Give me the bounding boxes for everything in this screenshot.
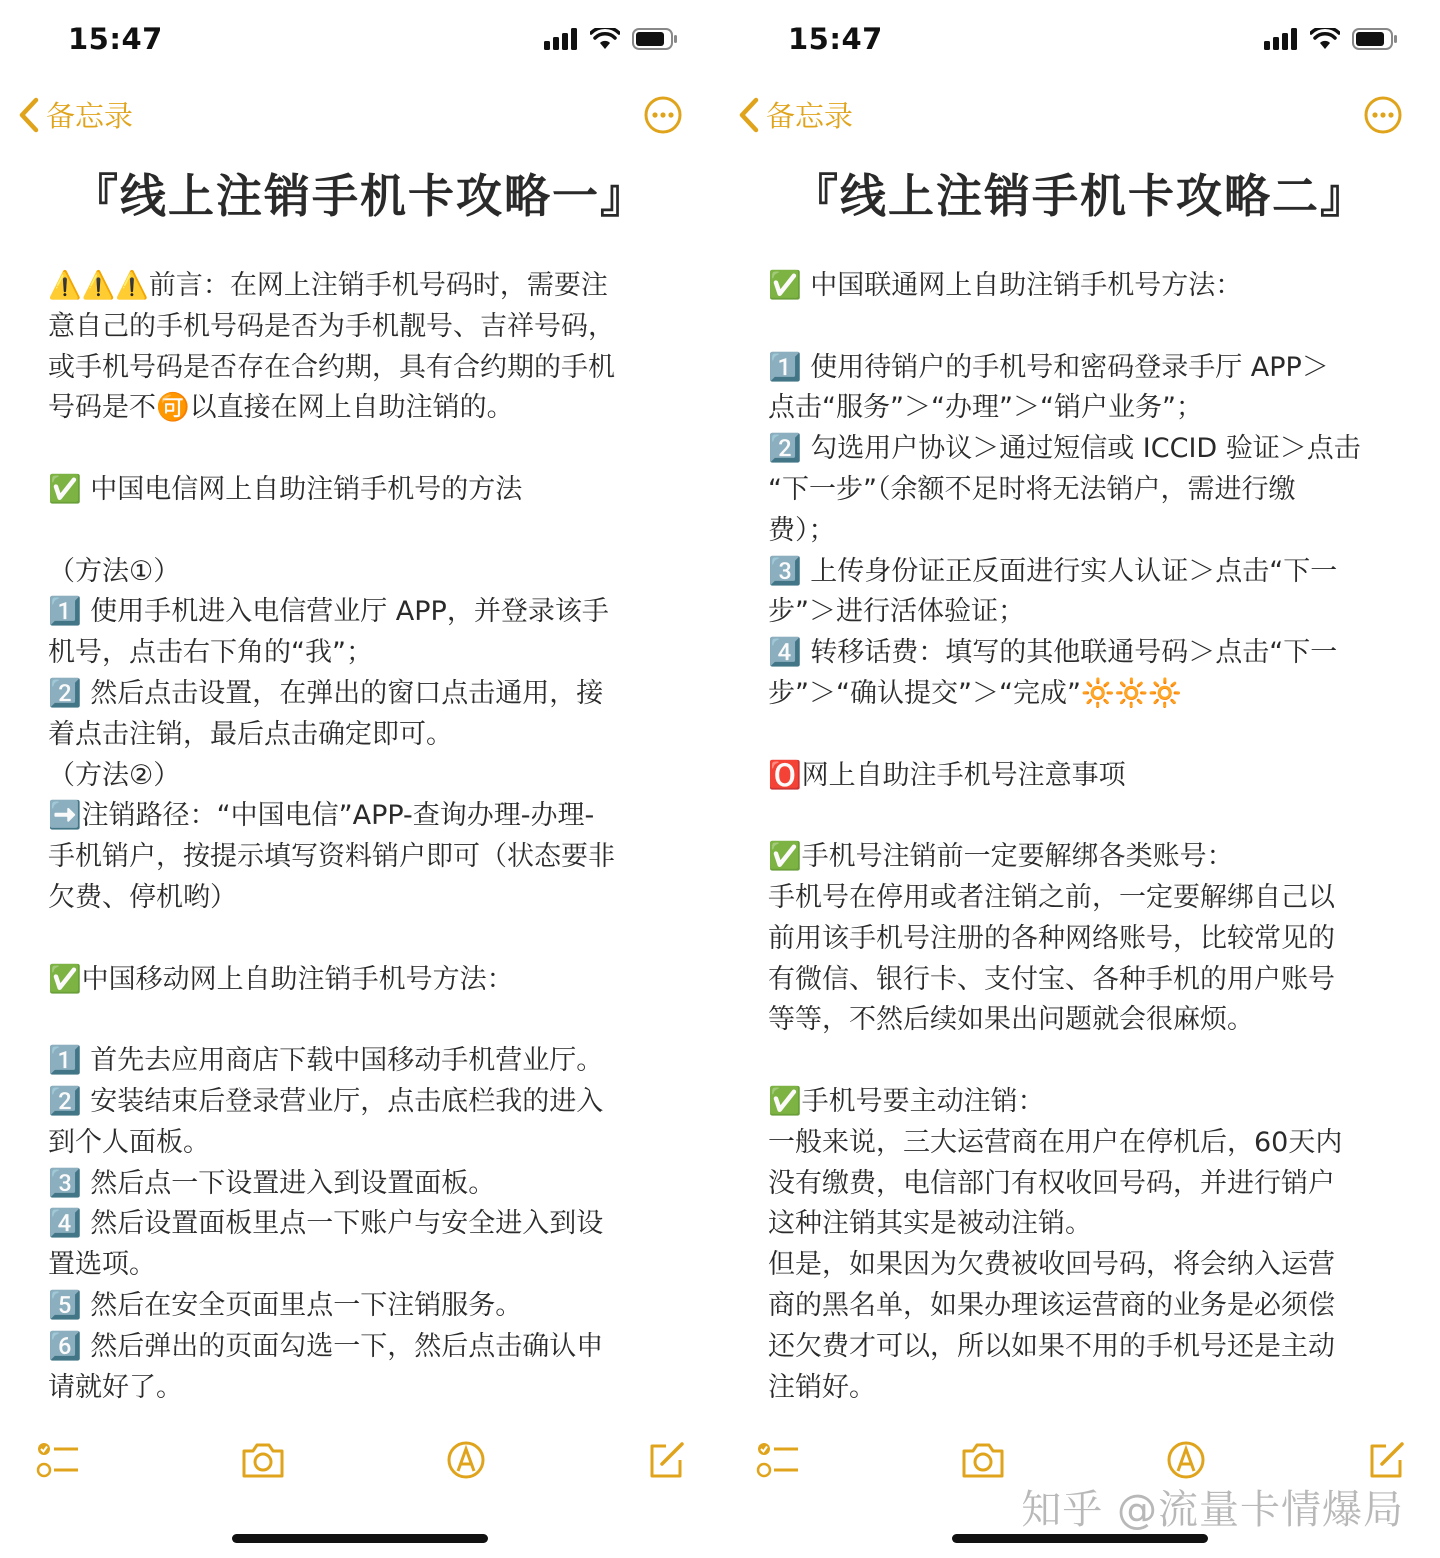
camera-icon bbox=[960, 1440, 1006, 1480]
note-line bbox=[48, 1000, 688, 1041]
checklist-icon bbox=[756, 1440, 800, 1480]
note-body[interactable] bbox=[48, 266, 688, 1408]
checklist-icon bbox=[36, 1440, 80, 1480]
note-line: 🅾️网上自助注手机号注意事项 bbox=[768, 759, 1126, 791]
note-line: 前用该手机号注册的各种网络账号，比较常见的 bbox=[768, 922, 1335, 954]
more-button[interactable] bbox=[1364, 96, 1402, 138]
markup-button[interactable] bbox=[446, 1440, 486, 1484]
more-button[interactable] bbox=[644, 96, 682, 138]
status-time: 15:47 bbox=[68, 22, 163, 56]
note-line: 请就好了。 bbox=[48, 1371, 183, 1403]
status-time: 15:47 bbox=[788, 22, 883, 56]
note-line: （方法②） bbox=[48, 759, 181, 791]
note-line: 或手机号码是否存在合约期，具有合约期的手机 bbox=[48, 351, 615, 383]
note-line: ⚠️⚠️⚠️前言：在网上注销手机号码时，需要注 bbox=[48, 270, 608, 301]
checklist-button[interactable] bbox=[36, 1440, 80, 1484]
note-line bbox=[768, 796, 1408, 837]
back-button[interactable] bbox=[738, 94, 853, 135]
note-title: 『线上注销手机卡攻略一』 bbox=[72, 169, 648, 223]
note-line: 没有缴费，电信部门有权收回号码，并进行销户 bbox=[768, 1167, 1335, 1199]
note-line: 步”＞“确认提交”＞“完成”🔆🔆🔆 bbox=[768, 677, 1182, 709]
note-line: 手机销户，按提示填写资料销户即可（状态要非 bbox=[48, 841, 615, 873]
note-line: 点击“服务”＞“办理”＞“销户业务”； bbox=[768, 392, 1203, 424]
note-line: 商的黑名单，如果办理该运营商的业务是必须偿 bbox=[768, 1289, 1335, 1321]
compose-icon bbox=[1366, 1440, 1406, 1480]
wifi-icon bbox=[590, 28, 620, 50]
note-line bbox=[768, 715, 1408, 756]
note-line: 但是，如果因为欠费被收回号码，将会纳入运营 bbox=[768, 1249, 1335, 1281]
note-line: 这种注销其实是被动注销。 bbox=[768, 1208, 1092, 1240]
note-line: 手机号在停用或者注销之前，一定要解绑自己以 bbox=[768, 881, 1335, 913]
wifi-icon bbox=[1310, 28, 1340, 50]
note-body[interactable] bbox=[768, 266, 1408, 1408]
note-line: 意自己的手机号码是否为手机靓号、吉祥号码， bbox=[48, 310, 615, 342]
battery-icon bbox=[632, 28, 678, 50]
note-line bbox=[768, 307, 1408, 348]
note-line bbox=[768, 1041, 1408, 1082]
signal-icon bbox=[1264, 28, 1298, 50]
note-line: 欠费、停机哟） bbox=[48, 881, 237, 913]
note-line: ➡️注销路径：“中国电信”APP-查询办理-办理- bbox=[48, 800, 595, 832]
status-icons bbox=[1264, 28, 1398, 50]
note-line: 有微信、银行卡、支付宝、各种手机的用户账号 bbox=[768, 963, 1335, 995]
toolbar bbox=[0, 1440, 720, 1490]
home-indicator[interactable] bbox=[952, 1534, 1208, 1543]
note-line: 注销好。 bbox=[768, 1371, 876, 1403]
note-line bbox=[48, 511, 688, 552]
camera-button[interactable] bbox=[960, 1440, 1006, 1484]
note-line: 4️⃣ 然后设置面板里点一下账户与安全进入到设 bbox=[48, 1208, 604, 1240]
note-line: 一般来说，三大运营商在用户在停机后，60天内 bbox=[768, 1126, 1343, 1158]
more-icon bbox=[644, 96, 682, 134]
back-button[interactable] bbox=[18, 94, 133, 135]
chevron-left-icon bbox=[738, 97, 760, 133]
note-line: 号码是不🉑以直接在网上自助注销的。 bbox=[48, 392, 514, 424]
compose-icon bbox=[646, 1440, 686, 1480]
note-line: 5️⃣ 然后在安全页面里点一下注销服务。 bbox=[48, 1289, 523, 1321]
note-line: 2️⃣ 然后点击设置，在弹出的窗口点击通用，接 bbox=[48, 677, 604, 709]
watermark: 知乎 @流量卡情爆局 bbox=[1021, 1487, 1404, 1533]
note-line: 着点击注销，最后点击确定即可。 bbox=[48, 718, 453, 750]
note-line: 费）； bbox=[768, 514, 836, 546]
note-line: 1️⃣ 使用待销户的手机号和密码登录手厅 APP＞ bbox=[768, 351, 1329, 383]
note-line: 3️⃣ 然后点一下设置进入到设置面板。 bbox=[48, 1167, 496, 1199]
note-line: （方法①） bbox=[48, 555, 181, 587]
camera-icon bbox=[240, 1440, 286, 1480]
note-line: “下一步”（余额不足时将无法销户，需进行缴 bbox=[768, 473, 1296, 505]
note-line: 4️⃣ 转移话费：填写的其他联通号码＞点击“下一 bbox=[768, 637, 1338, 669]
note-line: 6️⃣ 然后弹出的页面勾选一下，然后点击确认申 bbox=[48, 1330, 604, 1362]
note-line: ✅手机号要主动注销： bbox=[768, 1085, 1045, 1117]
note-line bbox=[48, 919, 688, 960]
note-line: ✅手机号注销前一定要解绑各类账号： bbox=[768, 841, 1234, 873]
right-screen bbox=[720, 0, 1440, 1558]
pen-markup-icon bbox=[446, 1440, 486, 1480]
home-indicator[interactable] bbox=[232, 1534, 488, 1543]
signal-icon bbox=[544, 28, 578, 50]
note-line: 2️⃣ 勾选用户协议＞通过短信或 ICCID 验证＞点击 bbox=[768, 433, 1361, 465]
note-line: 3️⃣ 上传身份证正反面进行实人认证＞点击“下一 bbox=[768, 555, 1338, 587]
status-icons bbox=[544, 28, 678, 50]
note-line: 1️⃣ 首先去应用商店下载中国移动手机营业厅。 bbox=[48, 1045, 604, 1077]
note-line: 机号，点击右下角的“我”； bbox=[48, 637, 373, 669]
note-line: 等等，不然后续如果出问题就会很麻烦。 bbox=[768, 1004, 1254, 1036]
note-line: 1️⃣ 使用手机进入电信营业厅 APP，并登录该手 bbox=[48, 596, 609, 628]
note-title: 『线上注销手机卡攻略二』 bbox=[792, 169, 1368, 223]
note-line: 还欠费才可以，所以如果不用的手机号还是主动 bbox=[768, 1330, 1335, 1362]
checklist-button[interactable] bbox=[756, 1440, 800, 1484]
note-line: ✅中国移动网上自助注销手机号方法： bbox=[48, 963, 514, 995]
note-line: 2️⃣ 安装结束后登录营业厅，点击底栏我的进入 bbox=[48, 1085, 604, 1117]
note-line: 到个人面板。 bbox=[48, 1126, 210, 1158]
note-line: 置选项。 bbox=[48, 1249, 156, 1281]
camera-button[interactable] bbox=[240, 1440, 286, 1484]
note-line bbox=[48, 429, 688, 470]
back-label: 备忘录 bbox=[46, 99, 134, 133]
battery-icon bbox=[1352, 28, 1398, 50]
more-icon bbox=[1364, 96, 1402, 134]
note-line: ✅ 中国联通网上自助注销手机号方法： bbox=[768, 270, 1243, 301]
pen-markup-icon bbox=[1166, 1440, 1206, 1480]
compose-button[interactable] bbox=[646, 1440, 686, 1484]
note-line: 步”＞进行活体验证； bbox=[768, 596, 1025, 628]
note-line: ✅ 中国电信网上自助注销手机号的方法 bbox=[48, 473, 523, 505]
back-label: 备忘录 bbox=[766, 99, 854, 133]
chevron-left-icon bbox=[18, 97, 40, 133]
